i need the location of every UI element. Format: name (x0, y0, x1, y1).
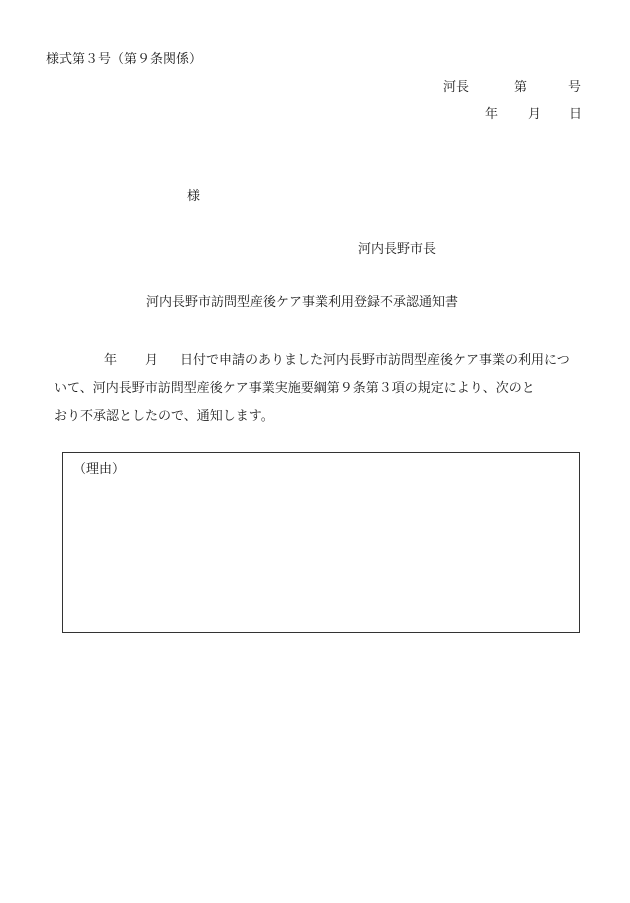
form-number: 様式第３号（第９条関係） (46, 52, 203, 67)
body-line-1-text: 日付で申請のありました河内長野市訪問型産後ケア事業の利用につ (180, 353, 570, 368)
document-title: 河内長野市訪問型産後ケア事業利用登録不承認通知書 (146, 295, 459, 310)
issuer-name: 河内長野市長 (358, 242, 437, 257)
reason-box (62, 452, 580, 633)
notice-body (54, 347, 584, 431)
reference-go: 号 (568, 80, 582, 95)
body-line-1 (54, 347, 584, 375)
reference-dai: 第 (514, 80, 528, 95)
recipient-honorific: 様 (187, 189, 201, 204)
reason-label: （理由） (73, 462, 126, 477)
date-month: 月 (528, 107, 542, 122)
date-day: 日 (569, 107, 583, 122)
body-month: 月 (145, 353, 159, 368)
date-year: 年 (485, 107, 499, 122)
body-year: 年 (104, 353, 118, 368)
body-line-3: おり不承認としたので、通知します。 (54, 409, 274, 424)
body-line-2: いて、河内長野市訪問型産後ケア事業実施要綱第９条第３項の規定により、次のと (54, 381, 535, 396)
reference-prefix: 河長 (443, 80, 470, 95)
